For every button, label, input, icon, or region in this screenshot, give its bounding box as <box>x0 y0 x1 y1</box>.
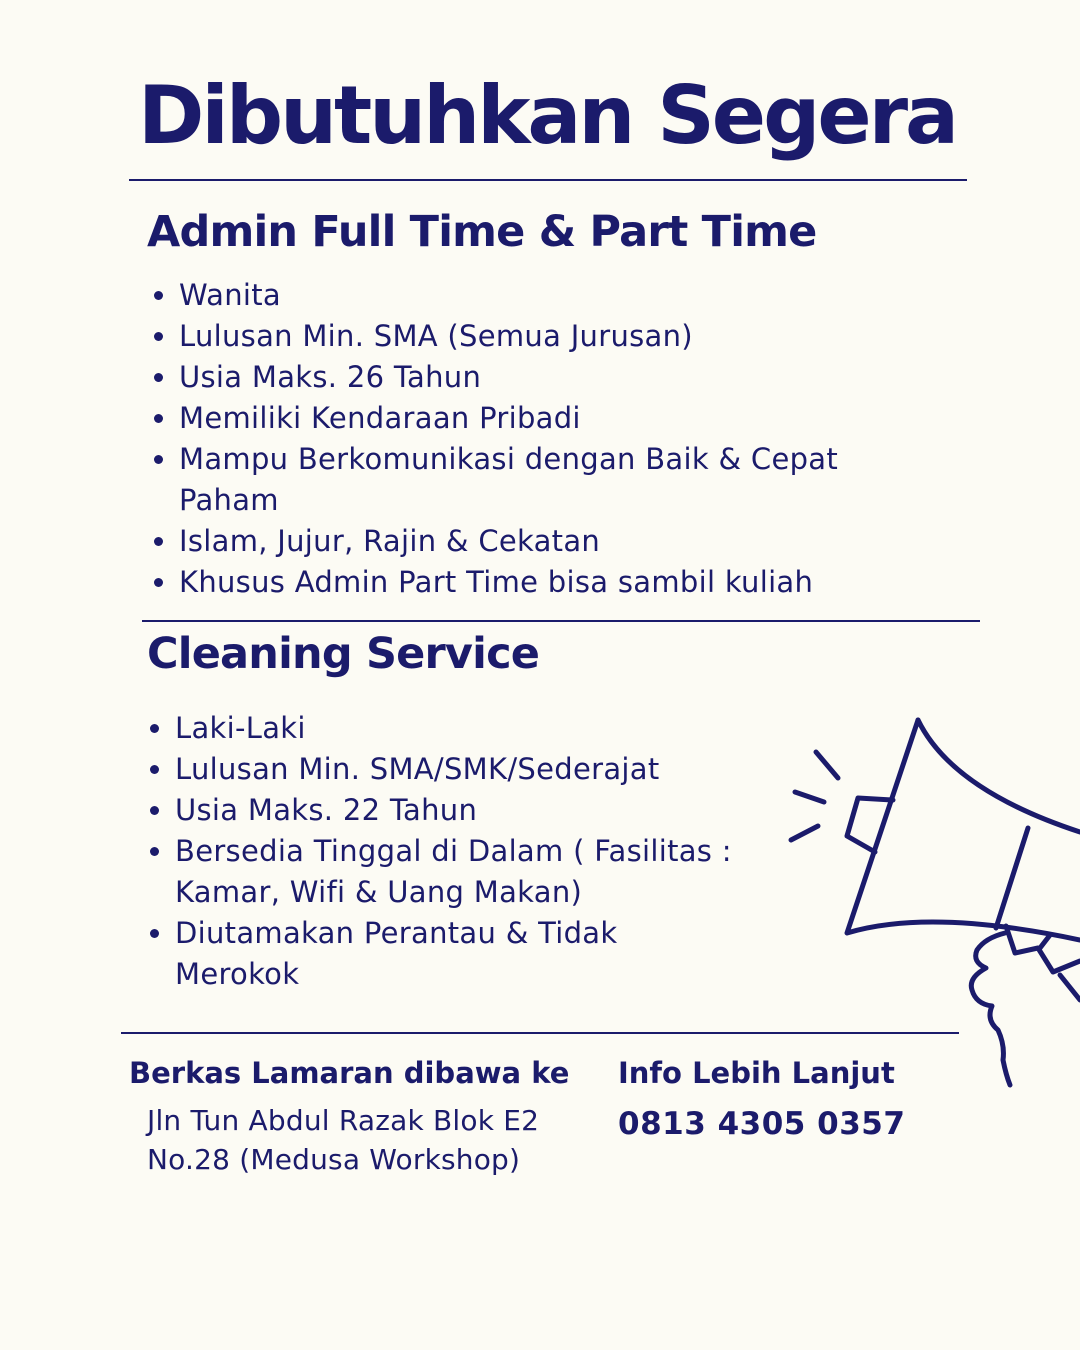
list-item: Islam, Jujur, Rajin & Cekatan <box>179 521 859 562</box>
list-item: Lulusan Min. SMA (Semua Jurusan) <box>179 316 859 357</box>
list-item: Usia Maks. 22 Tahun <box>175 790 735 831</box>
address-line-1: Jln Tun Abdul Razak Blok E2 <box>147 1104 540 1137</box>
list-item: Mampu Berkomunikasi dengan Baik & Cepat Paham <box>179 439 849 521</box>
phone-number[interactable]: 0813 4305 0357 <box>618 1106 906 1142</box>
admin-requirements-list <box>179 275 859 603</box>
list-item: Usia Maks. 26 Tahun <box>179 357 859 398</box>
info-label: Info Lebih Lanjut <box>618 1056 895 1090</box>
megaphone-icon <box>770 700 1080 1100</box>
list-item: Lulusan Min. SMA/SMK/Sederajat <box>175 749 735 790</box>
footer-divider <box>121 1032 959 1034</box>
cleaning-heading: Cleaning Service <box>147 629 540 679</box>
admin-heading: Admin Full Time & Part Time <box>147 207 817 257</box>
section-divider <box>142 620 980 622</box>
list-item: Bersedia Tinggal di Dalam ( Fasilitas : Kamar, Wifi & Uang Makan) <box>175 831 735 913</box>
list-item: Khusus Admin Part Time bisa sambil kuliah <box>179 562 859 603</box>
title-divider <box>129 179 967 181</box>
list-item: Diutamakan Perantau & Tidak Merokok <box>175 913 635 995</box>
cleaning-requirements-list <box>175 708 735 995</box>
list-item: Laki-Laki <box>175 708 735 749</box>
address-text <box>147 1101 539 1179</box>
page-title: Dibutuhkan Segera <box>138 69 957 162</box>
list-item: Memiliki Kendaraan Pribadi <box>179 398 859 439</box>
address-line-2: No.28 (Medusa Workshop) <box>147 1143 521 1176</box>
list-item: Wanita <box>179 275 859 316</box>
address-label: Berkas Lamaran dibawa ke <box>129 1056 570 1090</box>
